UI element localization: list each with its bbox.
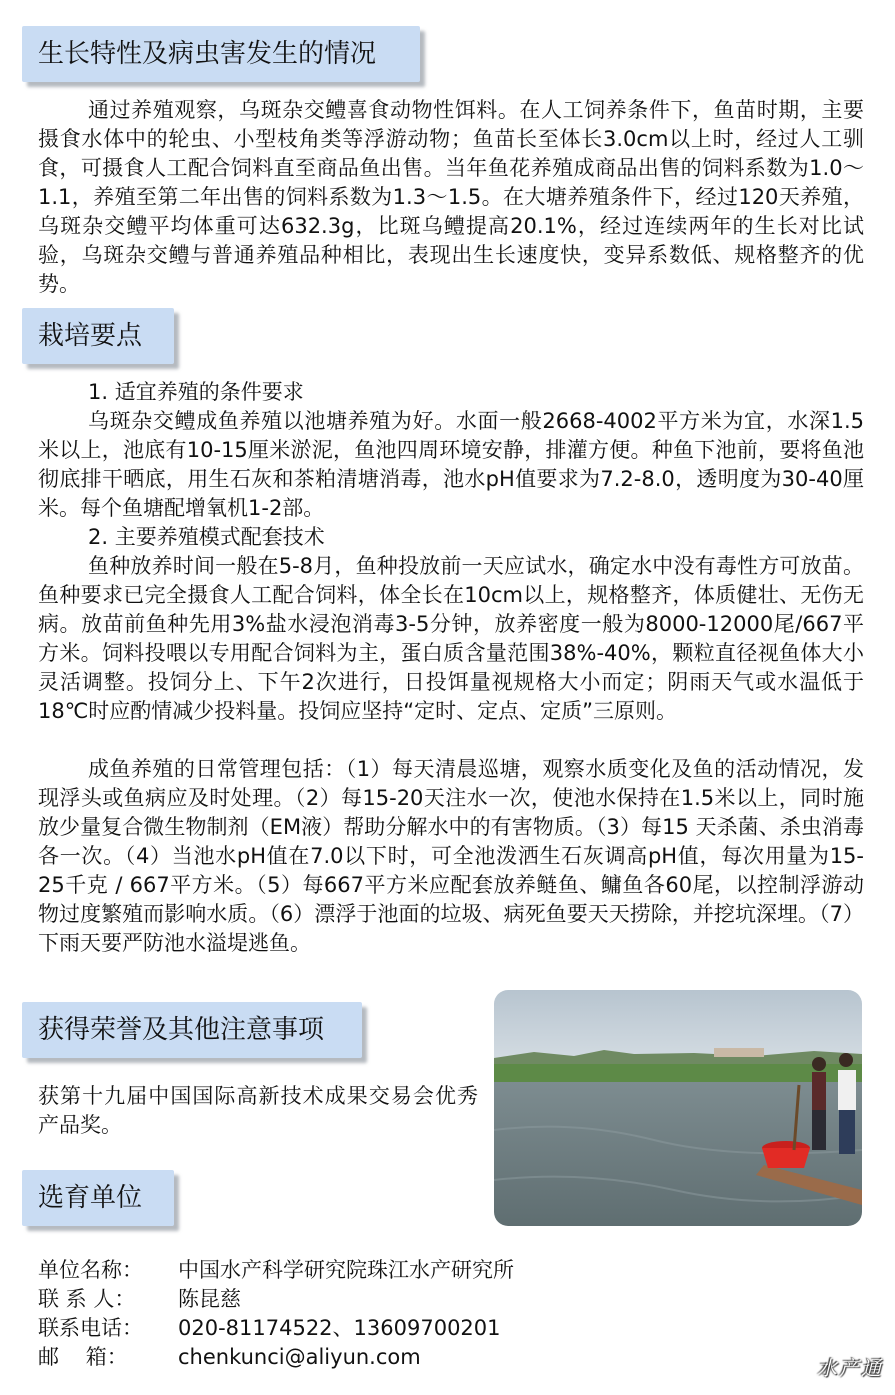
contact-value: 020-81174522、13609700201 [178, 1316, 501, 1340]
contact-value: 中国水产科学研究院珠江水产研究所 [178, 1258, 514, 1282]
cultivation-paragraph-3: 成鱼养殖的日常管理包括：（1）每天清晨巡塘，观察水质变化及鱼的活动情况，发现浮头或鱼病应及时处理。（2）每15-20天注水一次，使池水保持在1.5米以上，同时施放少量复合微生物制剂（EM液）帮助分解水中的有害物质。（3）每15 天杀菌、杀虫消毒各一次。（4）当池水pH值在7.0以下时，可全池泼洒生石灰调高pH值，每次用量为15-25千克 / 667平方米。（5）每667平方米应配套放养鲢鱼、鳙鱼各60尾，以控制浮游动物过度繁殖而影响水质。（6）漂浮于池面的垃圾、病死鱼要天天捞除，并挖坑深埋。（7）下雨天要严防池水溢堤逃鱼。 [38, 757, 864, 955]
cultivation-paragraph-1: 乌斑杂交鳢成鱼养殖以池塘养殖为好。水面一般2668-4002平方米为宜，水深1.5米以上，池底有10-15厘米淤泥，鱼池四周环境安静，排灌方便。种鱼下池前，要将鱼池彻底排干晒底，用生石灰和茶粕清塘消毒，池水pH值要求为7.2-8.0，透明度为30-40厘米。每个鱼塘配增氧机1-2部。 [38, 409, 864, 520]
honors-paragraph: 获第十九届中国国际高新技术成果交易会优秀产品奖。 [38, 1084, 478, 1137]
contact-value[interactable]: chenkunci@aliyun.com [178, 1345, 421, 1369]
section-title-breeder: 选育单位 [22, 1170, 174, 1226]
contact-label: 单位名称： [38, 1258, 143, 1282]
contact-row-email [38, 1343, 658, 1372]
contact-label: 邮 箱： [38, 1345, 128, 1369]
contact-row-unit [38, 1256, 658, 1285]
section-title-growth: 生长特性及病虫害发生的情况 [22, 26, 420, 82]
contact-row-phone [38, 1314, 658, 1343]
section-title-cultivation: 栽培要点 [22, 308, 174, 364]
contact-value: 陈昆慈 [178, 1287, 241, 1311]
cultivation-subheading-2: 2. 主要养殖模式配套技术 [88, 525, 325, 549]
contact-block [38, 1256, 658, 1372]
watermark-logo: 水产通 [817, 1356, 883, 1380]
growth-paragraph: 通过养殖观察，乌斑杂交鳢喜食动物性饵料。在人工饲养条件下，鱼苗时期，主要摄食水体中的轮虫、小型枝角类等浮游动物；鱼苗长至体长3.0cm以上时，经过人工驯食，可摄食人工配合饲料直至商品鱼出售。当年鱼花养殖成商品出售的饲料系数为1.0～1.1，养殖至第二年出售的饲料系数为1.3～1.5。在大塘养殖条件下，经过120天养殖，乌斑杂交鳢平均体重可达632.3g，比斑乌鳢提高20.1%，经过连续两年的生长对比试验，乌斑杂交鳢与普通养殖品种相比，表现出生长速度快，变异系数低、规格整齐的优势。 [38, 98, 864, 296]
section-title-honors: 获得荣誉及其他注意事项 [22, 1002, 362, 1058]
contact-row-person [38, 1285, 658, 1314]
contact-label: 联系电话： [38, 1316, 143, 1340]
contact-label: 联 系 人： [38, 1287, 136, 1311]
fish-pond-photo [494, 990, 862, 1226]
cultivation-paragraph-2: 鱼种放养时间一般在5-8月，鱼种投放前一天应试水，确定水中没有毒性方可放苗。鱼种要求已完全摄食人工配合饲料，体全长在10cm以上，规格整齐，体质健壮、无伤无病。放苗前鱼种先用3%盐水浸泡消毒3-5分钟，放养密度一般为8000-12000尾/667平方米。饲料投喂以专用配合饲料为主，蛋白质含量范围38%-40%，颗粒直径视鱼体大小灵活调整。投饲分上、下午2次进行，日投饵量视规格大小而定；阴雨天气或水温低于18℃时应酌情减少投料量。投饲应坚持“定时、定点、定质”三原则。 [38, 554, 864, 723]
cultivation-subheading-1: 1. 适宜养殖的条件要求 [88, 380, 304, 404]
